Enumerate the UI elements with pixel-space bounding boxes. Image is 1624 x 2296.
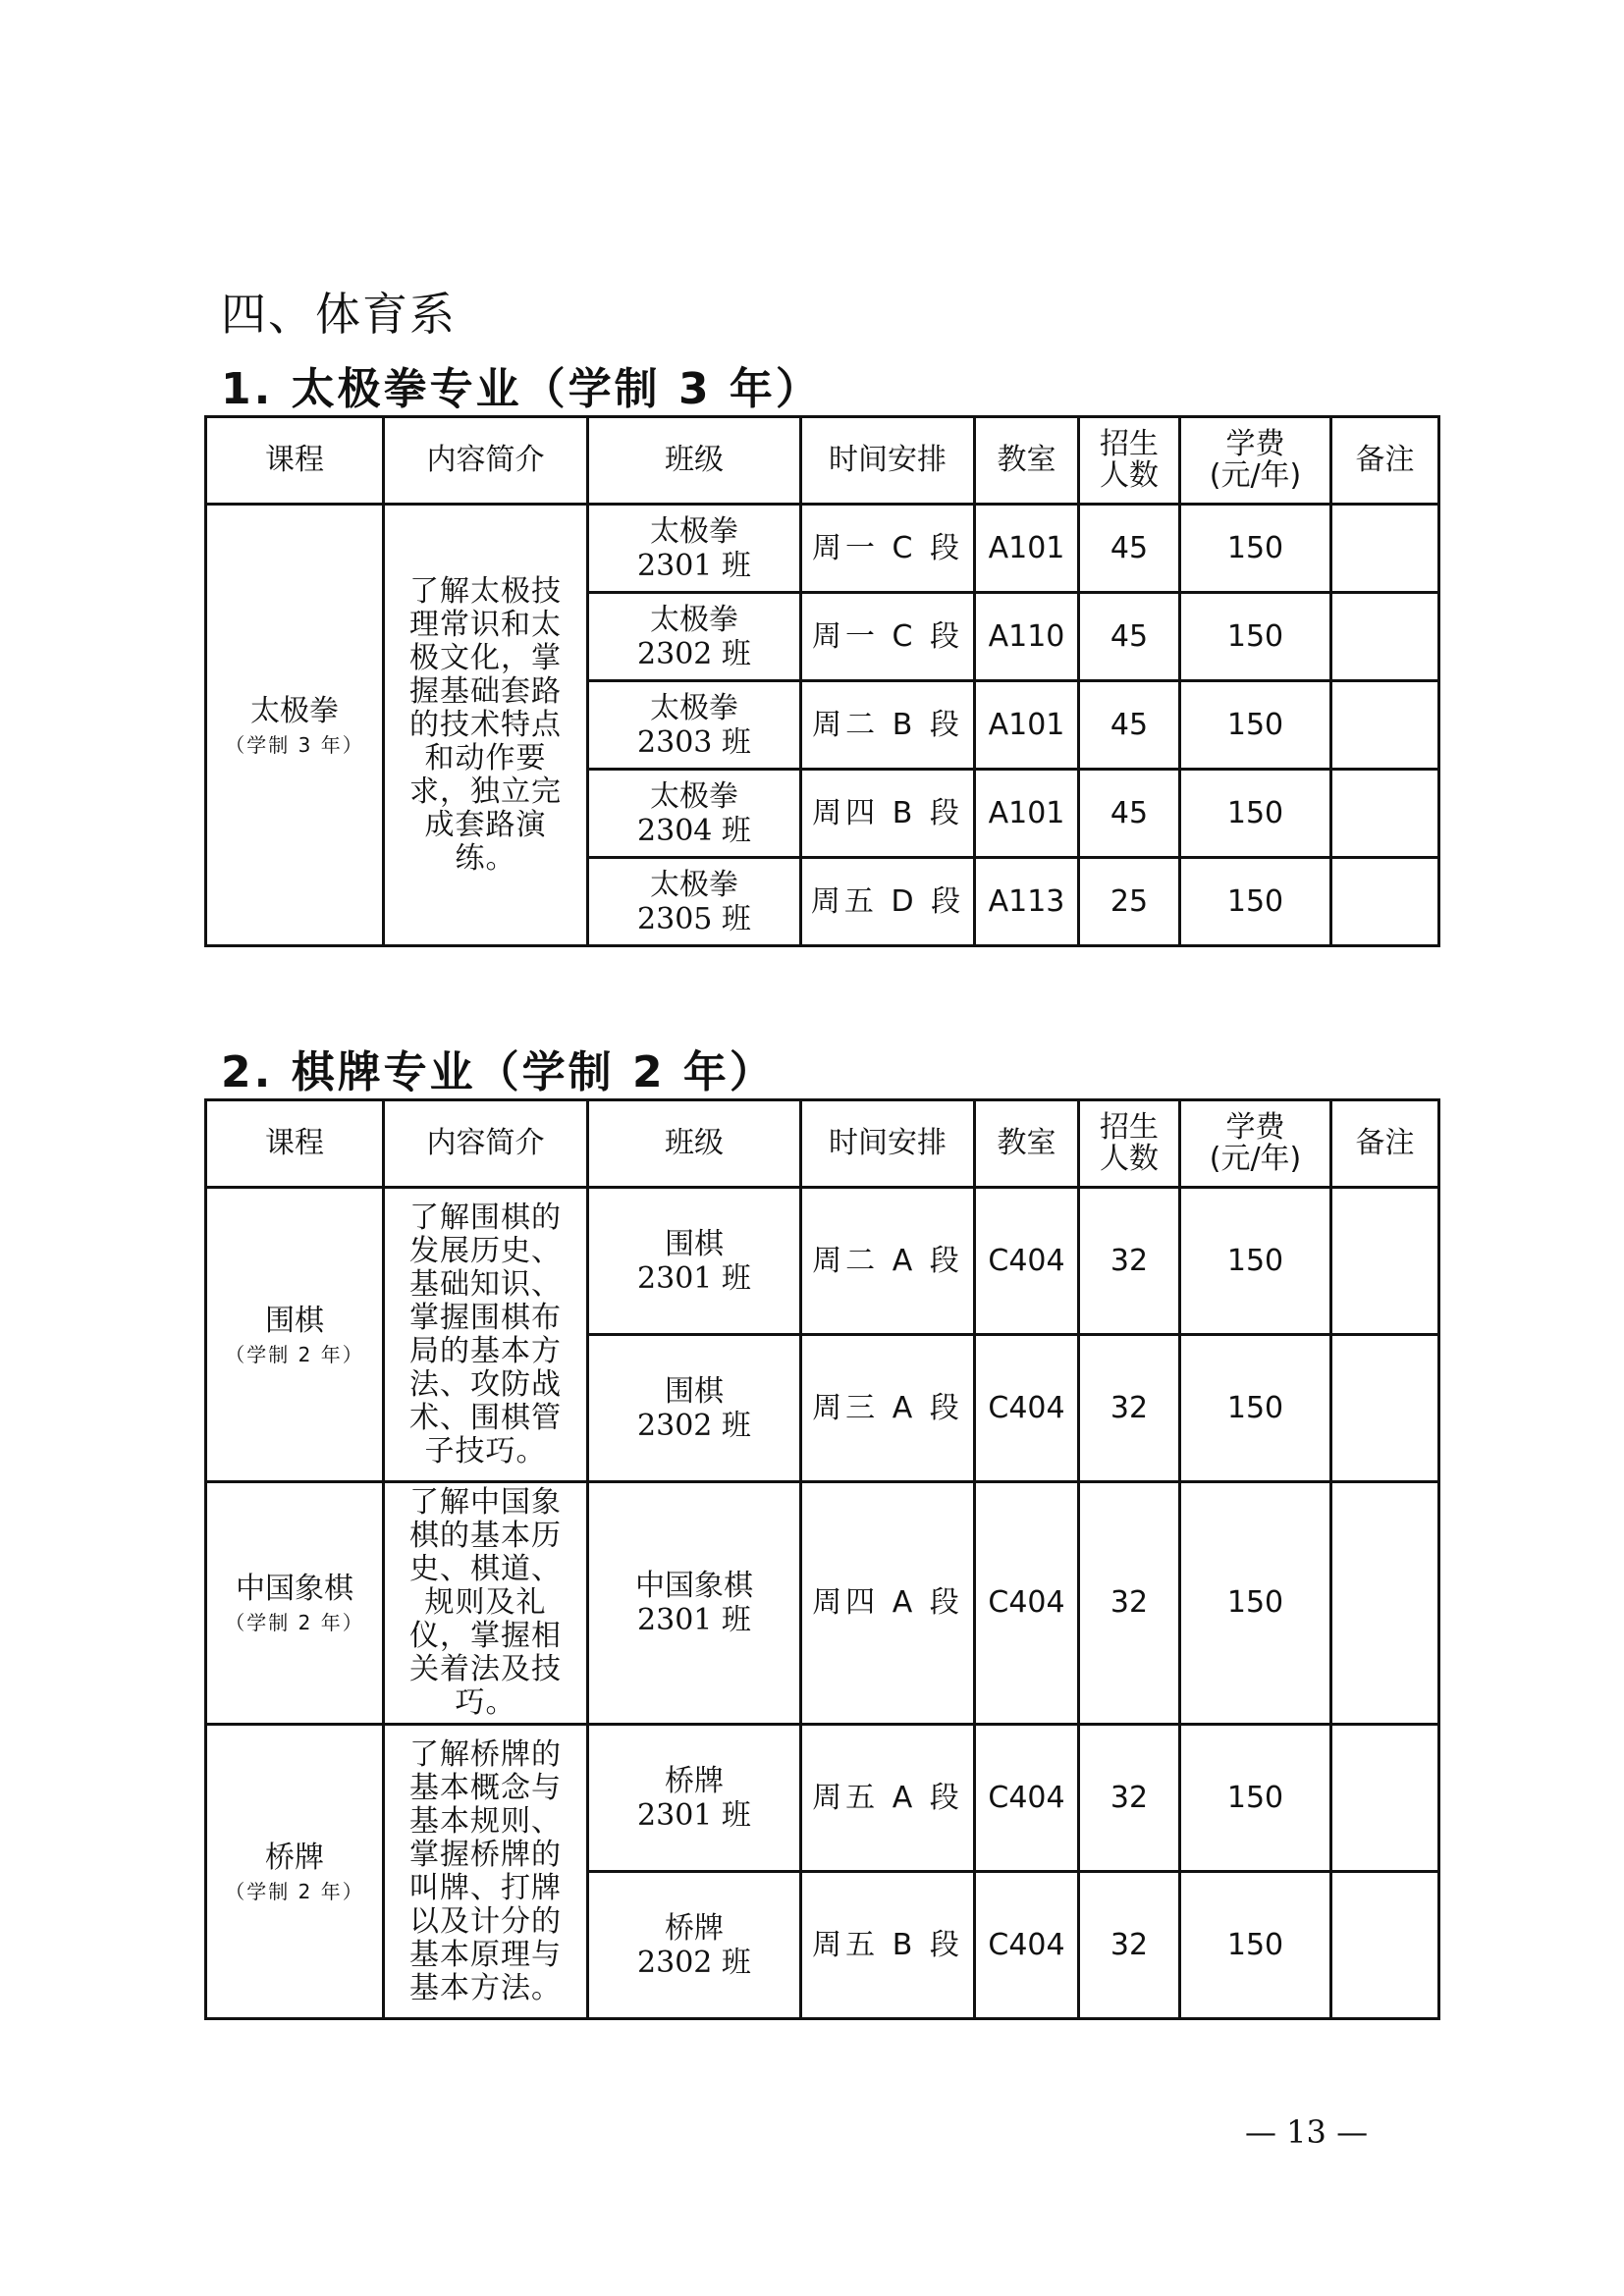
column-header: 招生 人数 (1079, 1100, 1180, 1188)
enrollment-cell: 32 (1079, 1872, 1180, 2019)
fee-cell: 150 (1180, 1872, 1331, 2019)
note-cell (1331, 1872, 1439, 2019)
enrollment-cell: 45 (1079, 505, 1180, 593)
course-description: 了解中国象棋的基本历史、棋道、规则及礼仪，掌握相关着法及技巧。 (384, 1482, 588, 1725)
course-description: 了解围棋的发展历史、基础知识、掌握围棋布局的基本方法、攻防战术、围棋管子技巧。 (384, 1188, 588, 1482)
fee-cell: 150 (1180, 1482, 1331, 1725)
schedule-cell: 周四 A 段 (801, 1482, 975, 1725)
schedule-cell: 周二 A 段 (801, 1188, 975, 1335)
class-name: 中国象棋 (635, 1569, 753, 1603)
classroom-cell: A110 (975, 593, 1079, 681)
class-cell (588, 681, 801, 770)
course-years: （学制 3 年） (225, 732, 364, 757)
class-name: 围棋 (665, 1373, 724, 1409)
fee-cell: 150 (1180, 770, 1331, 858)
column-header: 教室 (975, 1100, 1079, 1188)
fee-cell: 150 (1180, 593, 1331, 681)
page-number: — 13 — (1245, 2113, 1369, 2151)
header-row (206, 417, 1439, 505)
class-number: 2302 班 (637, 1945, 751, 1980)
class-number: 2301 班 (637, 1260, 751, 1296)
class-name: 太极拳 (650, 867, 738, 902)
note-cell (1331, 770, 1439, 858)
class-number: 2304 班 (637, 813, 751, 848)
class-cell (588, 1872, 801, 2019)
column-header: 内容简介 (384, 1100, 588, 1188)
column-header: 备注 (1331, 1100, 1439, 1188)
table-row (206, 1188, 1439, 1335)
enrollment-cell: 32 (1079, 1482, 1180, 1725)
class-cell (588, 505, 801, 593)
schedule-cell: 周一 C 段 (801, 505, 975, 593)
class-number: 2302 班 (637, 636, 751, 671)
course-description: 了解桥牌的基本概念与基本规则、掌握桥牌的叫牌、打牌以及计分的基本原理与基本方法。 (384, 1725, 588, 2019)
schedule-cell: 周四 B 段 (801, 770, 975, 858)
fee-cell: 150 (1180, 858, 1331, 946)
column-header: 时间安排 (801, 1100, 975, 1188)
schedule-cell: 周五 D 段 (801, 858, 975, 946)
class-number: 2303 班 (637, 724, 751, 760)
class-cell (588, 770, 801, 858)
schedule-cell: 周五 A 段 (801, 1725, 975, 1872)
note-cell (1331, 1482, 1439, 1725)
enrollment-cell: 25 (1079, 858, 1180, 946)
classroom-cell: A101 (975, 681, 1079, 770)
enrollment-cell: 45 (1079, 770, 1180, 858)
classroom-cell: A113 (975, 858, 1079, 946)
note-cell (1331, 1335, 1439, 1482)
enrollment-cell: 32 (1079, 1725, 1180, 1872)
table-row (206, 505, 1439, 593)
note-cell (1331, 593, 1439, 681)
fee-cell: 150 (1180, 681, 1331, 770)
taiji-course-table (204, 415, 1440, 947)
course-description: 了解太极技理常识和太极文化，掌握基础套路的技术特点和动作要求，独立完成套路演练。 (384, 505, 588, 946)
course-cell (206, 1188, 384, 1482)
course-name: 太极拳 (250, 693, 339, 728)
class-number: 2305 班 (637, 901, 751, 936)
table-row (206, 1482, 1439, 1725)
classroom-cell: C404 (975, 1725, 1079, 1872)
table-2-title: 2. 棋牌专业（学制 2 年） (221, 1047, 776, 1097)
note-cell (1331, 1188, 1439, 1335)
course-name: 中国象棋 (236, 1572, 353, 1606)
column-header: 课程 (206, 417, 384, 505)
class-number: 2301 班 (637, 1797, 751, 1833)
schedule-cell: 周三 A 段 (801, 1335, 975, 1482)
classroom-cell: A101 (975, 505, 1079, 593)
column-header: 招生 人数 (1079, 417, 1180, 505)
class-cell (588, 1482, 801, 1725)
note-cell (1331, 681, 1439, 770)
chess-card-course-table (204, 1098, 1440, 2020)
enrollment-cell: 32 (1079, 1188, 1180, 1335)
column-header: 学费 (元/年) (1180, 417, 1331, 505)
course-years: （学制 2 年） (225, 1342, 364, 1366)
class-name: 桥牌 (665, 1910, 724, 1946)
class-name: 太极拳 (650, 513, 738, 549)
class-name: 太极拳 (650, 778, 738, 814)
class-name: 太极拳 (650, 690, 738, 725)
class-name: 太极拳 (650, 602, 738, 637)
course-name: 桥牌 (265, 1840, 324, 1875)
enrollment-cell: 45 (1079, 593, 1180, 681)
section-heading: 四、体育系 (221, 288, 457, 341)
column-header: 班级 (588, 417, 801, 505)
column-header: 班级 (588, 1100, 801, 1188)
class-name: 围棋 (665, 1226, 724, 1261)
class-number: 2301 班 (637, 1603, 751, 1637)
class-cell (588, 593, 801, 681)
table-row (206, 1725, 1439, 1872)
classroom-cell: C404 (975, 1872, 1079, 2019)
note-cell (1331, 505, 1439, 593)
column-header: 教室 (975, 417, 1079, 505)
classroom-cell: C404 (975, 1335, 1079, 1482)
course-cell (206, 505, 384, 946)
classroom-cell: C404 (975, 1482, 1079, 1725)
schedule-cell: 周一 C 段 (801, 593, 975, 681)
column-header: 内容简介 (384, 417, 588, 505)
column-header: 学费 (元/年) (1180, 1100, 1331, 1188)
note-cell (1331, 858, 1439, 946)
class-name: 桥牌 (665, 1763, 724, 1798)
note-cell (1331, 1725, 1439, 1872)
fee-cell: 150 (1180, 505, 1331, 593)
classroom-cell: A101 (975, 770, 1079, 858)
schedule-cell: 周五 B 段 (801, 1872, 975, 2019)
table-1-title: 1. 太极拳专业（学制 3 年） (221, 364, 822, 414)
class-cell (588, 1335, 801, 1482)
class-cell (588, 858, 801, 946)
course-years: （学制 2 年） (225, 1611, 364, 1634)
column-header: 备注 (1331, 417, 1439, 505)
column-header: 课程 (206, 1100, 384, 1188)
fee-cell: 150 (1180, 1188, 1331, 1335)
course-name: 围棋 (265, 1303, 324, 1338)
column-header: 时间安排 (801, 417, 975, 505)
enrollment-cell: 45 (1079, 681, 1180, 770)
schedule-cell: 周二 B 段 (801, 681, 975, 770)
class-number: 2302 班 (637, 1408, 751, 1443)
course-cell (206, 1482, 384, 1725)
enrollment-cell: 32 (1079, 1335, 1180, 1482)
class-cell (588, 1188, 801, 1335)
class-number: 2301 班 (637, 548, 751, 583)
course-cell (206, 1725, 384, 2019)
header-row (206, 1100, 1439, 1188)
course-years: （学制 2 年） (225, 1879, 364, 1903)
classroom-cell: C404 (975, 1188, 1079, 1335)
fee-cell: 150 (1180, 1725, 1331, 1872)
class-cell (588, 1725, 801, 1872)
fee-cell: 150 (1180, 1335, 1331, 1482)
